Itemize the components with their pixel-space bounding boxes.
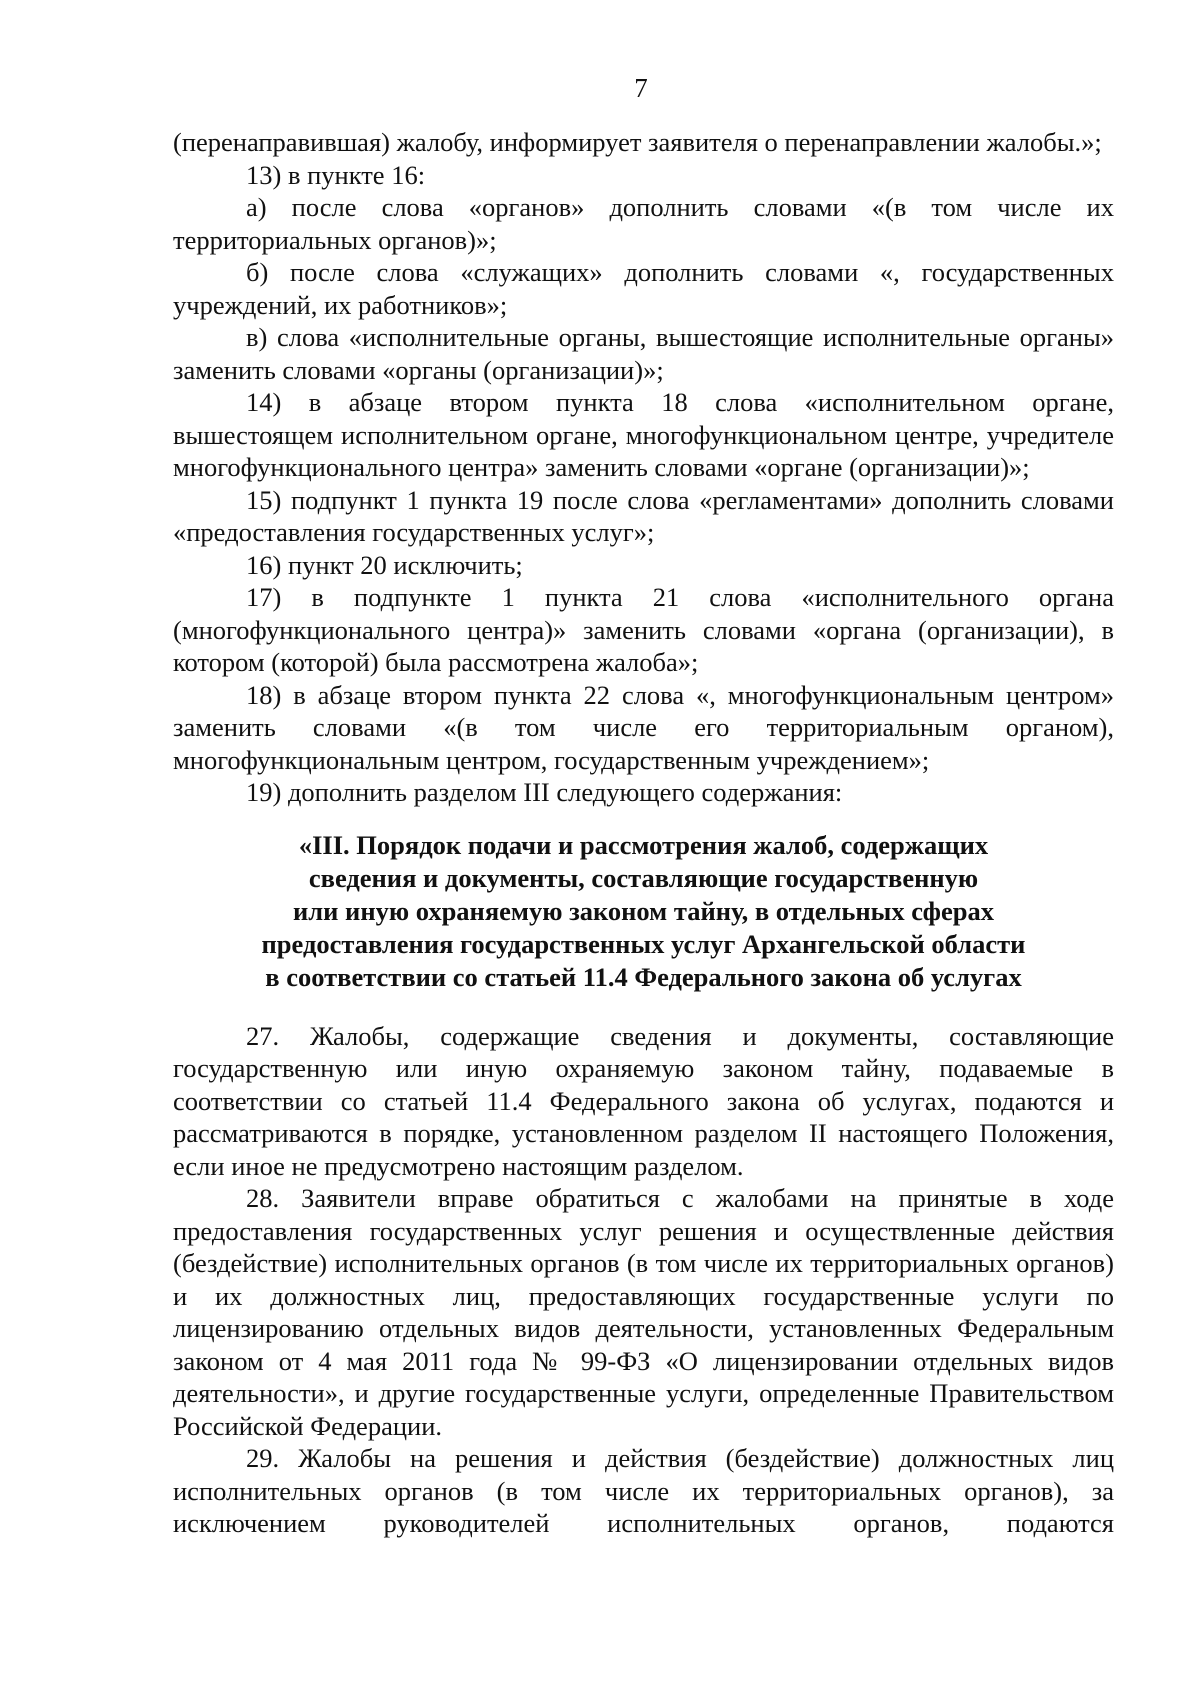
amendments-list <box>173 126 1114 809</box>
page-number: 7 <box>634 73 648 103</box>
amendment-item-14: 14) в абзаце втором пункта 18 слова «исполнительном органе, вышестоящем исполнительном органе, многофункциональном центре, учредителе многофункционального центра» заменить словами «органе (организации)»; <box>173 387 1114 482</box>
section-heading-line: «III. Порядок подачи и рассмотрения жалоб, содержащих <box>298 829 989 860</box>
amendment-item-13a: а) после слова «органов» дополнить словами «(в том числе их территориальных органов)»; <box>173 192 1114 255</box>
amendment-item-15: 15) подпункт 1 пункта 19 после слова «регламентами» дополнить словами «предоставления государственных услуг»; <box>173 484 1114 547</box>
section-heading-line: сведения и документы, составляющие государственную <box>308 862 979 893</box>
amendment-item-13: 13) в пункте 16: <box>246 159 426 190</box>
section-heading <box>173 829 1114 994</box>
paragraph-27: 27. Жалобы, содержащие сведения и документы, составляющие государственную или иную охраняемую законом тайну, подаваемые в соответствии со статьей 11.4 Федерального закона об услугах, подаются и рассматриваются в порядке, установленном разделом II настоящего Положения, если иное не предусмотрено настоящим разделом. <box>173 1020 1114 1181</box>
amendment-item-16: 16) пункт 20 исключить; <box>246 549 523 580</box>
paragraph-continuation: (перенаправившая) жалобу, информирует заявителя о перенаправлении жалобы.»; <box>173 127 1102 157</box>
section-heading-line: предоставления государственных услуг Архангельской области <box>261 928 1026 959</box>
section-heading-line: в соответствии со статьей 11.4 Федерального закона об услугах <box>265 961 1022 992</box>
paragraph-28: 28. Заявители вправе обратиться с жалобами на принятые в ходе предоставления государственных услуг решения и осуществленные действия (бездействие) исполнительных органов (в том числе их территориальных органов) и их должностных лиц, предоставляющих государственные услуги по лицензированию отдельных видов деятельности, установленных Федеральным законом от 4 мая 2011 года № 99-ФЗ «О лицензировании отдельных видов деятельности», и другие государственные услуги, определенные Правительством Российской Федерации. <box>173 1183 1114 1441</box>
paragraph-29: 29. Жалобы на решения и действия (бездействие) должностных лиц исполнительных органов (в том числе их территориальных органов), за исключением руководителей исполнительных органов, подаются <box>173 1443 1114 1538</box>
section-heading-line: или иную охраняемую законом тайну, в отдельных сферах <box>293 895 994 926</box>
section-paragraphs <box>173 1020 1114 1540</box>
amendment-item-13b: б) после слова «служащих» дополнить словами «, государственных учреждений, их работников»; <box>173 257 1114 320</box>
amendment-item-17: 17) в подпункте 1 пункта 21 слова «исполнительного органа (многофункционального центра)» заменить словами «органа (организации), в котором (которой) была рассмотрена жалоба»; <box>173 582 1114 677</box>
amendment-item-13v: в) слова «исполнительные органы, вышестоящие исполнительные органы» заменить словами «органы (организации)»; <box>173 322 1114 385</box>
amendment-item-19: 19) дополнить разделом III следующего содержания: <box>246 777 843 807</box>
amendment-item-18: 18) в абзаце втором пункта 22 слова «, многофункциональным центром» заменить словами «(в том числе его территориальным органом), многофункциональным центром, государственным учреждением»; <box>173 679 1114 775</box>
document-body <box>173 126 1114 1540</box>
